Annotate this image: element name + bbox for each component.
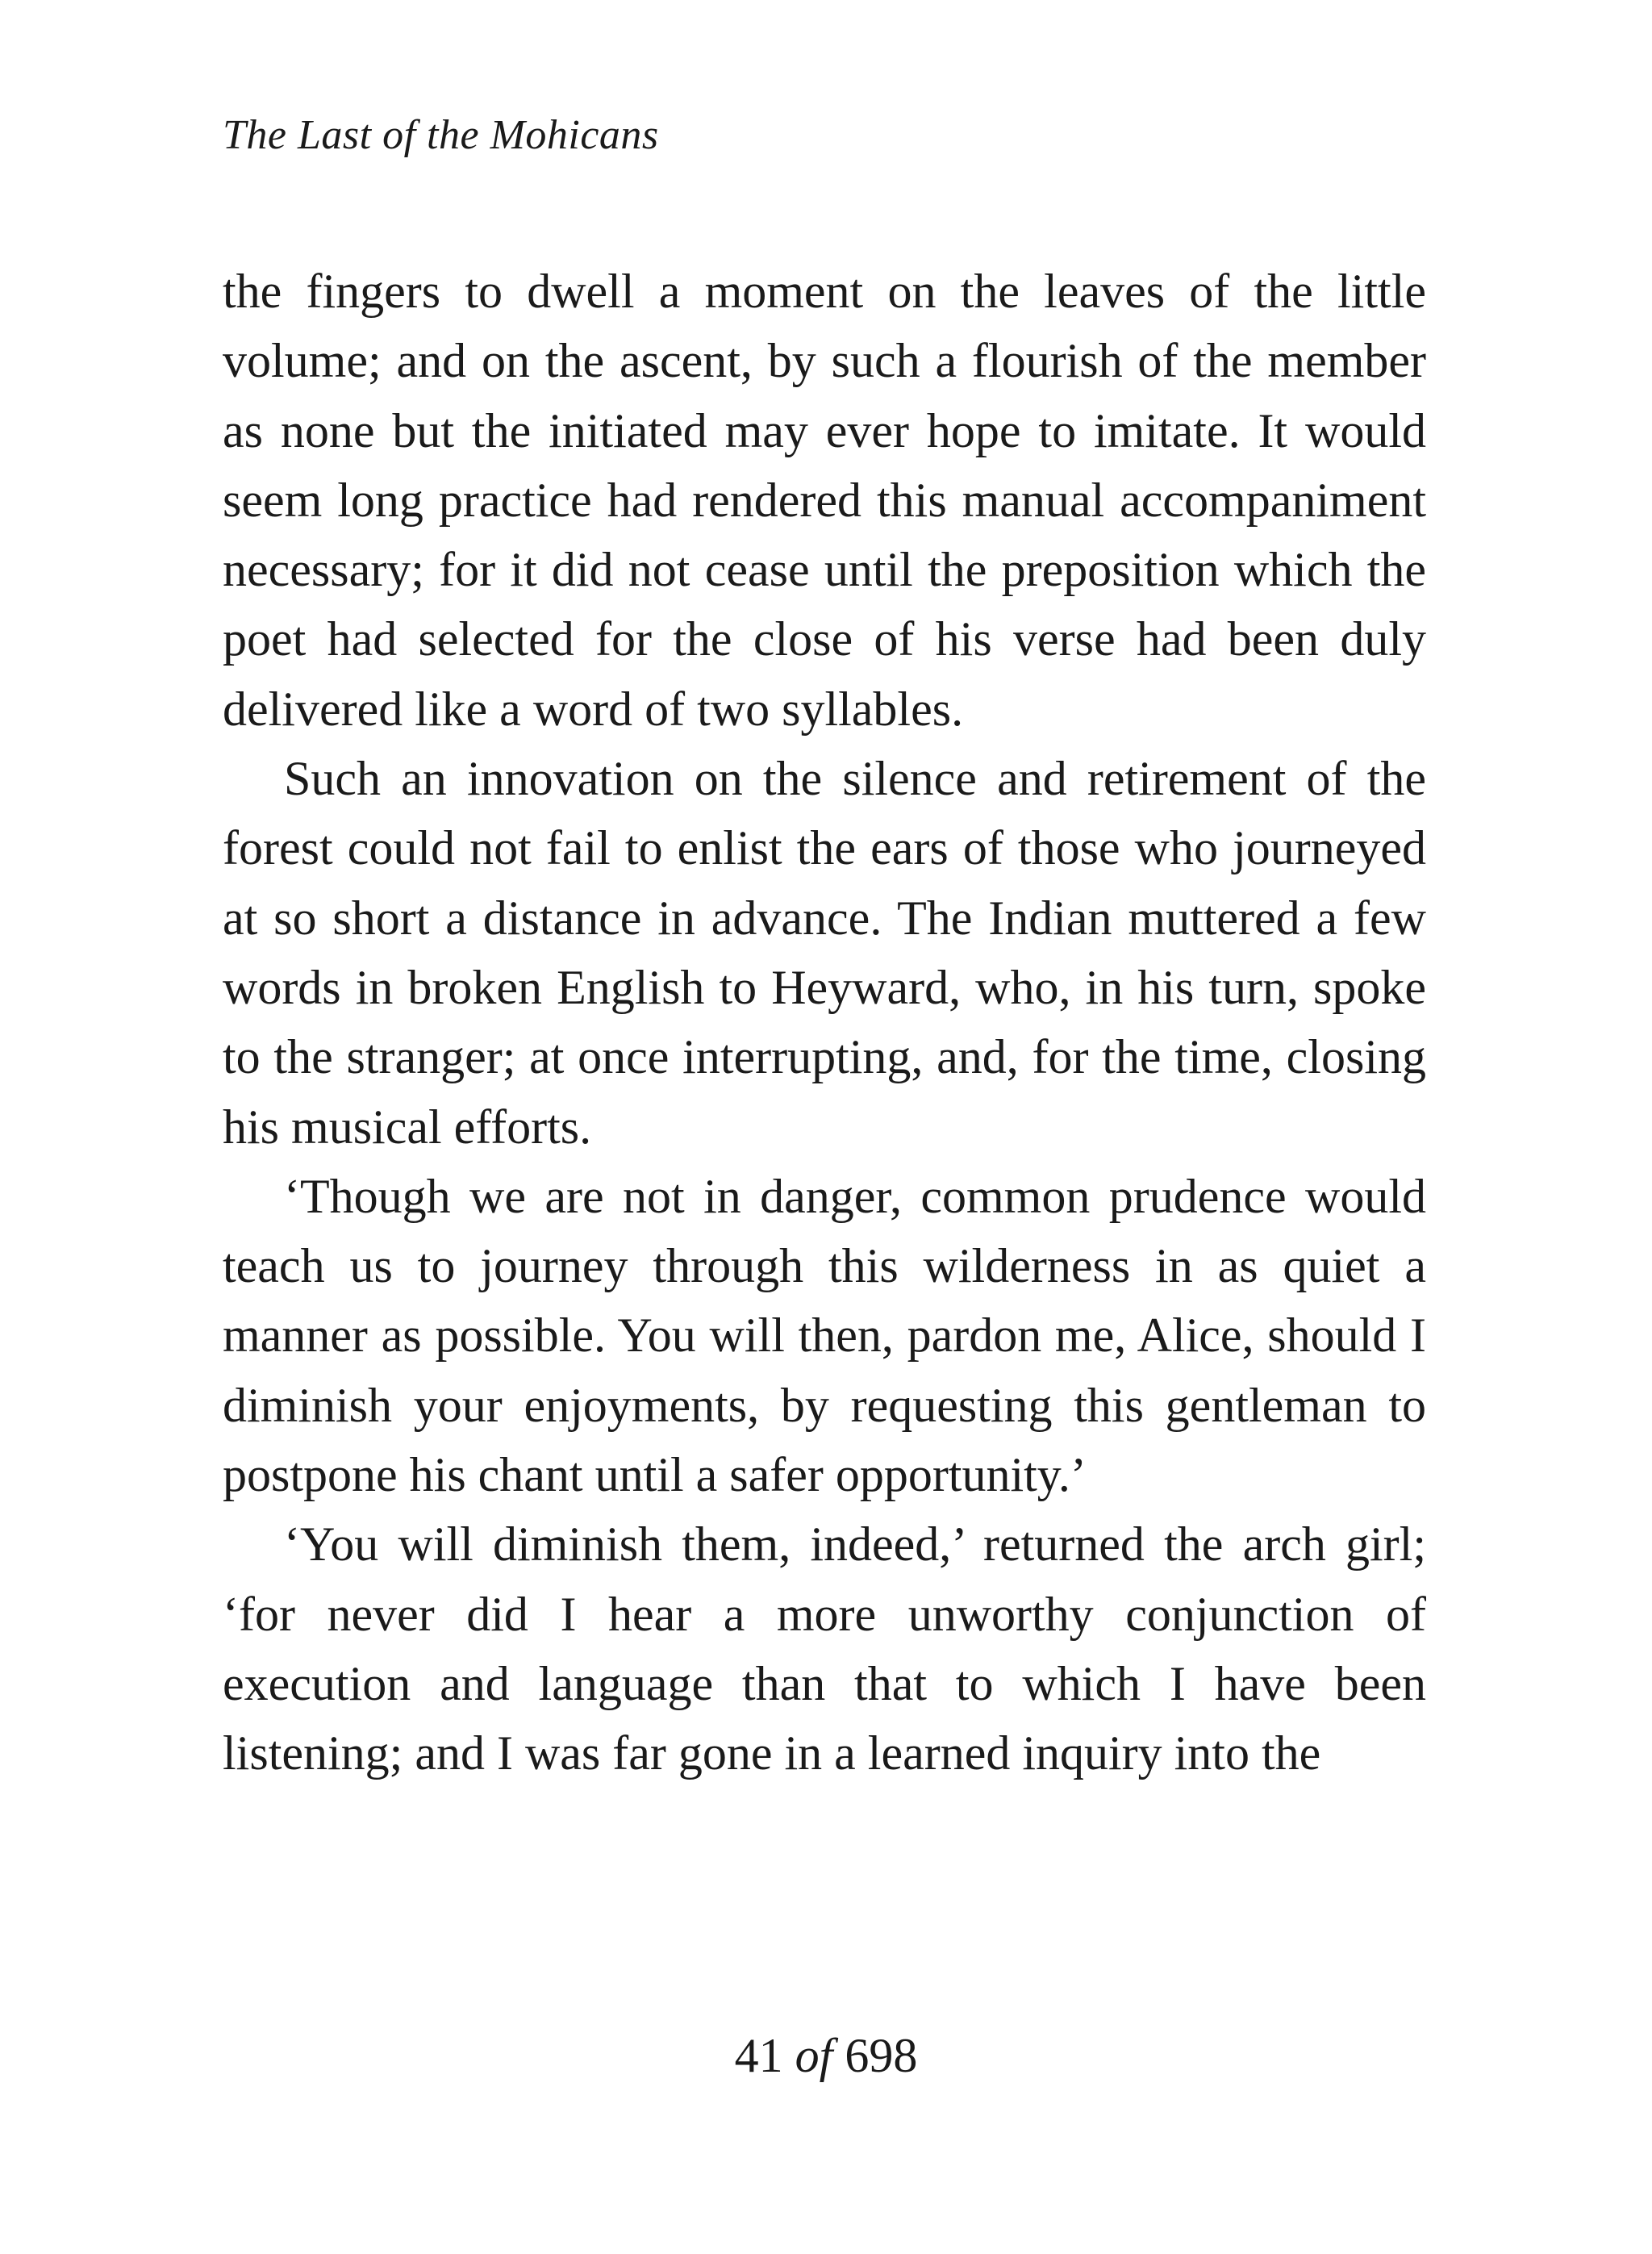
paragraph: Such an innovation on the silence and retirement of the forest could not fail to enlist the ears of those who journeyed at so short a distance in advance. The Indian muttered a few words in broken English to Heyward, who, in his turn, spoke to the stranger; at once interrupting, and, for the time, closing his musical efforts. [223,752,1426,1154]
paragraph-continued: the fingers to dwell a moment on the leaves of the little volume; and on the ascent, by such a flourish of the member as none but the initiated may ever hope to imitate. It would seem long practice had rendered this manual accompaniment necessary; for it did not cease until the preposition which the poet had selected for the close of his verse had been duly delivered like a word of two syllables. [223,265,1426,736]
paragraph: ‘You will diminish them, indeed,’ returned the arch girl; ‘for never did I hear a more unworthy conjunction of execution and language than that to which I have been listening; and I was far gone in a learned inquiry into the [223,1517,1426,1780]
body-text [223,257,1426,1789]
running-head-title: The Last of the Mohicans [223,112,659,158]
page-number-current: 41 [734,2029,783,2082]
page-number-separator: of [795,2029,833,2082]
page-number-total: 698 [845,2029,918,2082]
paragraph: ‘Though we are not in danger, common prudence would teach us to journey through this wilderness in as quiet a manner as possible. You will then, pardon me, Alice, should I diminish your enjoyments, by requesting this gentleman to postpone his chant until a safer opportunity.’ [223,1169,1426,1502]
page-number [0,2023,1652,2088]
